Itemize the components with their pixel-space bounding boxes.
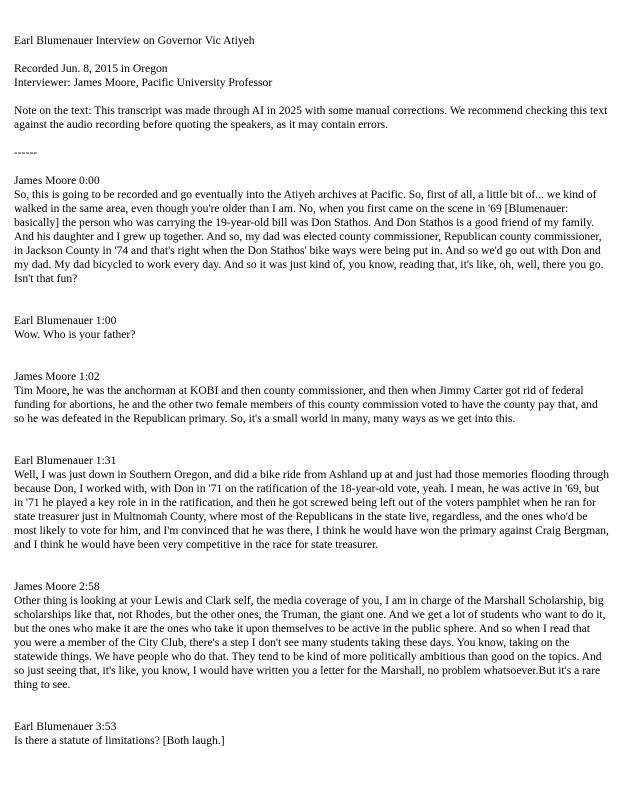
transcript-entry — [14, 370, 610, 426]
separator: ------ — [14, 146, 38, 159]
speaker-text: So, this is going to be recorded and go eventually into the Atiyeh archives at Pacific. So, first of all, a little bit of... we kind of walked in the same area, even though you're older than I am. No, when you first came on the scene in '69 [Blumenauer: basically] the person who was carrying the 19-year-old bill was Don Stathos. And Don Stathos is a good friend of my family. And his daughter and I grew up together. And so, my dad was elected county commissioner, Republican county commissioner, in Jackson County in '74 and that's right when the Don Stathos' bike ways were being put in. And so we'd go out with Don and my dad. My dad bicycled to work every day. And so it was just kind of, you know, reading that, it's like, oh, well, there you go. Isn't that fun? — [14, 188, 604, 285]
speaker-text: Other thing is looking at your Lewis and Clark self, the media coverage of you, I am in charge of the Marshall Scholarship, big scholarships like that, not Rhodes, but the other ones, the Truman, the giant one. And we get a lot of students who want to do it, but the ones who make it are the ones who take it upon themselves to be active in the public sphere. And so when I read that you were a member of the City Club, there's a step I don't see many students taking these days. You know, taking on the statewide things. We have people who do that. They tend to be kind of more politically ambitious than good on the topics. And so just seeing that, it's like, you know, I would have written you a letter for the Marshall, no problem whatsoever.But it's a rare thing to see. — [14, 594, 606, 691]
transcript-entry — [14, 314, 610, 342]
interviewer-line: Interviewer: James Moore, Pacific University Professor — [14, 76, 273, 89]
speaker-timestamp: James Moore 1:02 — [14, 370, 100, 383]
transcript-entry — [14, 454, 610, 552]
speaker-timestamp: James Moore 0:00 — [14, 174, 100, 187]
speaker-timestamp: James Moore 2:58 — [14, 580, 100, 593]
speaker-timestamp: Earl Blumenauer 3:53 — [14, 720, 117, 733]
transcript-note: Note on the text: This transcript was made through AI in 2025 with some manual corrections. We recommend checking this text against the audio recording before quoting the speakers, as it may contain errors. — [14, 104, 608, 131]
transcript-page — [14, 34, 610, 748]
transcript-entry — [14, 720, 610, 748]
speaker-timestamp: Earl Blumenauer 1:31 — [14, 454, 117, 467]
speaker-text: Well, I was just down in Southern Oregon, and did a bike ride from Ashland up at and just had those memories flooding through because Don, I worked with, with Don in '71 on the ratification of the 18-year-old vote, yeah. I mean, he was active in '69, but in '71 he played a key role in in the ratification, and then he got screwed being left out of the voters pamphlet when he ran for state treasurer just in Multnomah County, where most of the Republicans in the state live, regardless, and the ones who'd be most likely to vote for him, and I'm convinced that he was there, I think he would have won the primary against Craig Bergman, and I think he would have been very competitive in the race for state treasurer. — [14, 468, 610, 551]
speaker-timestamp: Earl Blumenauer 1:00 — [14, 314, 117, 327]
speaker-text: Wow. Who is your father? — [14, 328, 136, 341]
document-title: Earl Blumenauer Interview on Governor Vic Atiyeh — [14, 34, 255, 47]
speaker-text: Tim Moore, he was the anchorman at KOBI and then county commissioner, and then when Jimmy Carter got rid of federal funding for abortions, he and the other two female members of this county commission voted to have the county pay that, and so he was defeated in the Republican primary. So, it's a small world in many, many ways as we get into this. — [14, 384, 598, 425]
recorded-date: Recorded Jun. 8, 2015 in Oregon — [14, 62, 168, 75]
speaker-text: Is there a statute of limitations? [Both laugh.] — [14, 734, 225, 747]
transcript-entry — [14, 174, 610, 286]
transcript-entry — [14, 580, 610, 692]
